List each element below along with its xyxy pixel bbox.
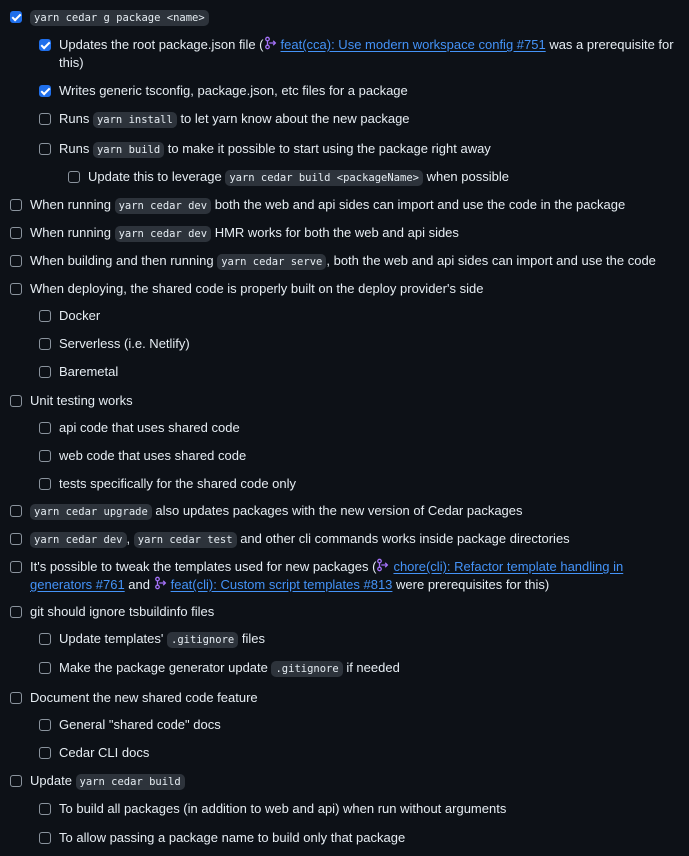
inline-code: yarn install bbox=[93, 112, 177, 128]
task-text bbox=[30, 8, 209, 27]
task-checkbox[interactable] bbox=[39, 832, 51, 844]
task-text: To build all packages (in addition to web and api) when run without arguments bbox=[59, 801, 507, 816]
task-checkbox[interactable] bbox=[39, 450, 51, 462]
task-checkbox[interactable] bbox=[39, 113, 51, 125]
task-checkbox[interactable] bbox=[10, 199, 22, 211]
task-text: Document the new shared code feature bbox=[30, 690, 258, 705]
inline-code: .gitignore bbox=[271, 661, 342, 677]
task-text: tests specifically for the shared code only bbox=[59, 476, 297, 491]
inline-code: yarn cedar build <packageName> bbox=[225, 170, 423, 186]
task-checkbox[interactable] bbox=[39, 747, 51, 759]
task-text: Serverless (i.e. Netlify) bbox=[59, 336, 190, 351]
task-text: Writes generic tsconfig, package.json, etc files for a package bbox=[59, 83, 408, 98]
task-text: Update templates' .gitignore files bbox=[59, 631, 265, 646]
task-text: Unit testing works bbox=[30, 393, 133, 408]
task-checkbox[interactable] bbox=[39, 366, 51, 378]
task-checkbox[interactable] bbox=[10, 283, 22, 295]
pr-link[interactable]: chore(cli): Refactor template handling in generators #761 bbox=[30, 559, 624, 592]
task-text: Make the package generator update .gitignore if needed bbox=[59, 660, 400, 675]
task-checkbox[interactable] bbox=[39, 310, 51, 322]
task-text: When running yarn cedar dev both the web and api sides can import and use the code in the package bbox=[30, 197, 626, 212]
task-checkbox[interactable] bbox=[39, 143, 51, 155]
task-checkbox[interactable] bbox=[39, 633, 51, 645]
inline-code: yarn build bbox=[93, 142, 164, 158]
task-checkbox[interactable] bbox=[10, 395, 22, 407]
task-checkbox[interactable] bbox=[39, 662, 51, 674]
task-text: When building and then running yarn cedar serve , both the web and api sides can import and use the code bbox=[30, 253, 656, 268]
task-text: Runs yarn install to let yarn know about the new package bbox=[59, 111, 410, 126]
task-text: yarn cedar upgrade also updates packages with the new version of Cedar packages bbox=[30, 502, 523, 521]
task-checkbox[interactable] bbox=[39, 85, 51, 97]
task-checkbox[interactable] bbox=[10, 775, 22, 787]
task-text: Updates the root package.json file ( feat(cca): Use modern workspace config #751 was a prerequisite for this) bbox=[59, 37, 674, 70]
task-text: When running yarn cedar dev HMR works for both the web and api sides bbox=[30, 225, 459, 240]
pull-request-icon bbox=[264, 36, 278, 50]
inline-code: yarn cedar serve bbox=[217, 254, 326, 270]
task-text: Runs yarn build to make it possible to start using the package right away bbox=[59, 141, 491, 156]
inline-code: yarn cedar dev bbox=[115, 198, 212, 214]
inline-code: yarn cedar upgrade bbox=[30, 504, 152, 520]
task-checkbox[interactable] bbox=[10, 255, 22, 267]
task-checkbox[interactable] bbox=[10, 692, 22, 704]
task-checkbox[interactable] bbox=[10, 505, 22, 517]
task-text: yarn cedar dev , yarn cedar test and other cli commands works inside package directories bbox=[30, 530, 570, 549]
inline-code: yarn cedar dev bbox=[115, 226, 212, 242]
task-text: Baremetal bbox=[59, 364, 119, 379]
task-text: It's possible to tweak the templates used for new packages ( chore(cli): Refactor template handling in generators #761 and feat(cli): Custom script templates #813 were prerequisites for this) bbox=[30, 559, 624, 592]
pull-request-icon bbox=[376, 558, 390, 572]
task-checkbox[interactable] bbox=[10, 533, 22, 545]
task-text: Update this to leverage yarn cedar build <packageName> when possible bbox=[88, 169, 509, 184]
task-checkbox[interactable] bbox=[10, 227, 22, 239]
task-text: Docker bbox=[59, 308, 101, 323]
task-text: Update yarn cedar build bbox=[30, 772, 185, 791]
task-text: web code that uses shared code bbox=[59, 448, 247, 463]
task-checkbox[interactable] bbox=[39, 422, 51, 434]
task-checkbox[interactable] bbox=[39, 478, 51, 490]
inline-code: .gitignore bbox=[167, 632, 238, 648]
task-text: General "shared code" docs bbox=[59, 717, 221, 732]
task-checkbox[interactable] bbox=[68, 171, 80, 183]
task-checkbox[interactable] bbox=[39, 803, 51, 815]
inline-code: yarn cedar test bbox=[134, 532, 237, 548]
inline-code: yarn cedar build bbox=[76, 774, 185, 790]
task-text: When deploying, the shared code is properly built on the deploy provider's side bbox=[30, 281, 484, 296]
task-text: To allow passing a package name to build only that package bbox=[59, 830, 406, 845]
task-checkbox[interactable] bbox=[39, 338, 51, 350]
inline-code: yarn cedar g package <name> bbox=[30, 10, 209, 26]
task-checkbox[interactable] bbox=[10, 606, 22, 618]
task-text: api code that uses shared code bbox=[59, 420, 240, 435]
task-checkbox[interactable] bbox=[39, 39, 51, 51]
pull-request-icon bbox=[154, 576, 168, 590]
inline-code: yarn cedar dev bbox=[30, 532, 127, 548]
task-text: git should ignore tsbuildinfo files bbox=[30, 604, 215, 619]
task-checkbox[interactable] bbox=[39, 719, 51, 731]
task-checkbox[interactable] bbox=[10, 11, 22, 23]
pr-link[interactable]: feat(cli): Custom script templates #813 bbox=[170, 577, 393, 592]
task-text: Cedar CLI docs bbox=[59, 745, 150, 760]
task-checkbox[interactable] bbox=[10, 561, 22, 573]
pr-link[interactable]: feat(cca): Use modern workspace config #751 bbox=[280, 37, 546, 52]
